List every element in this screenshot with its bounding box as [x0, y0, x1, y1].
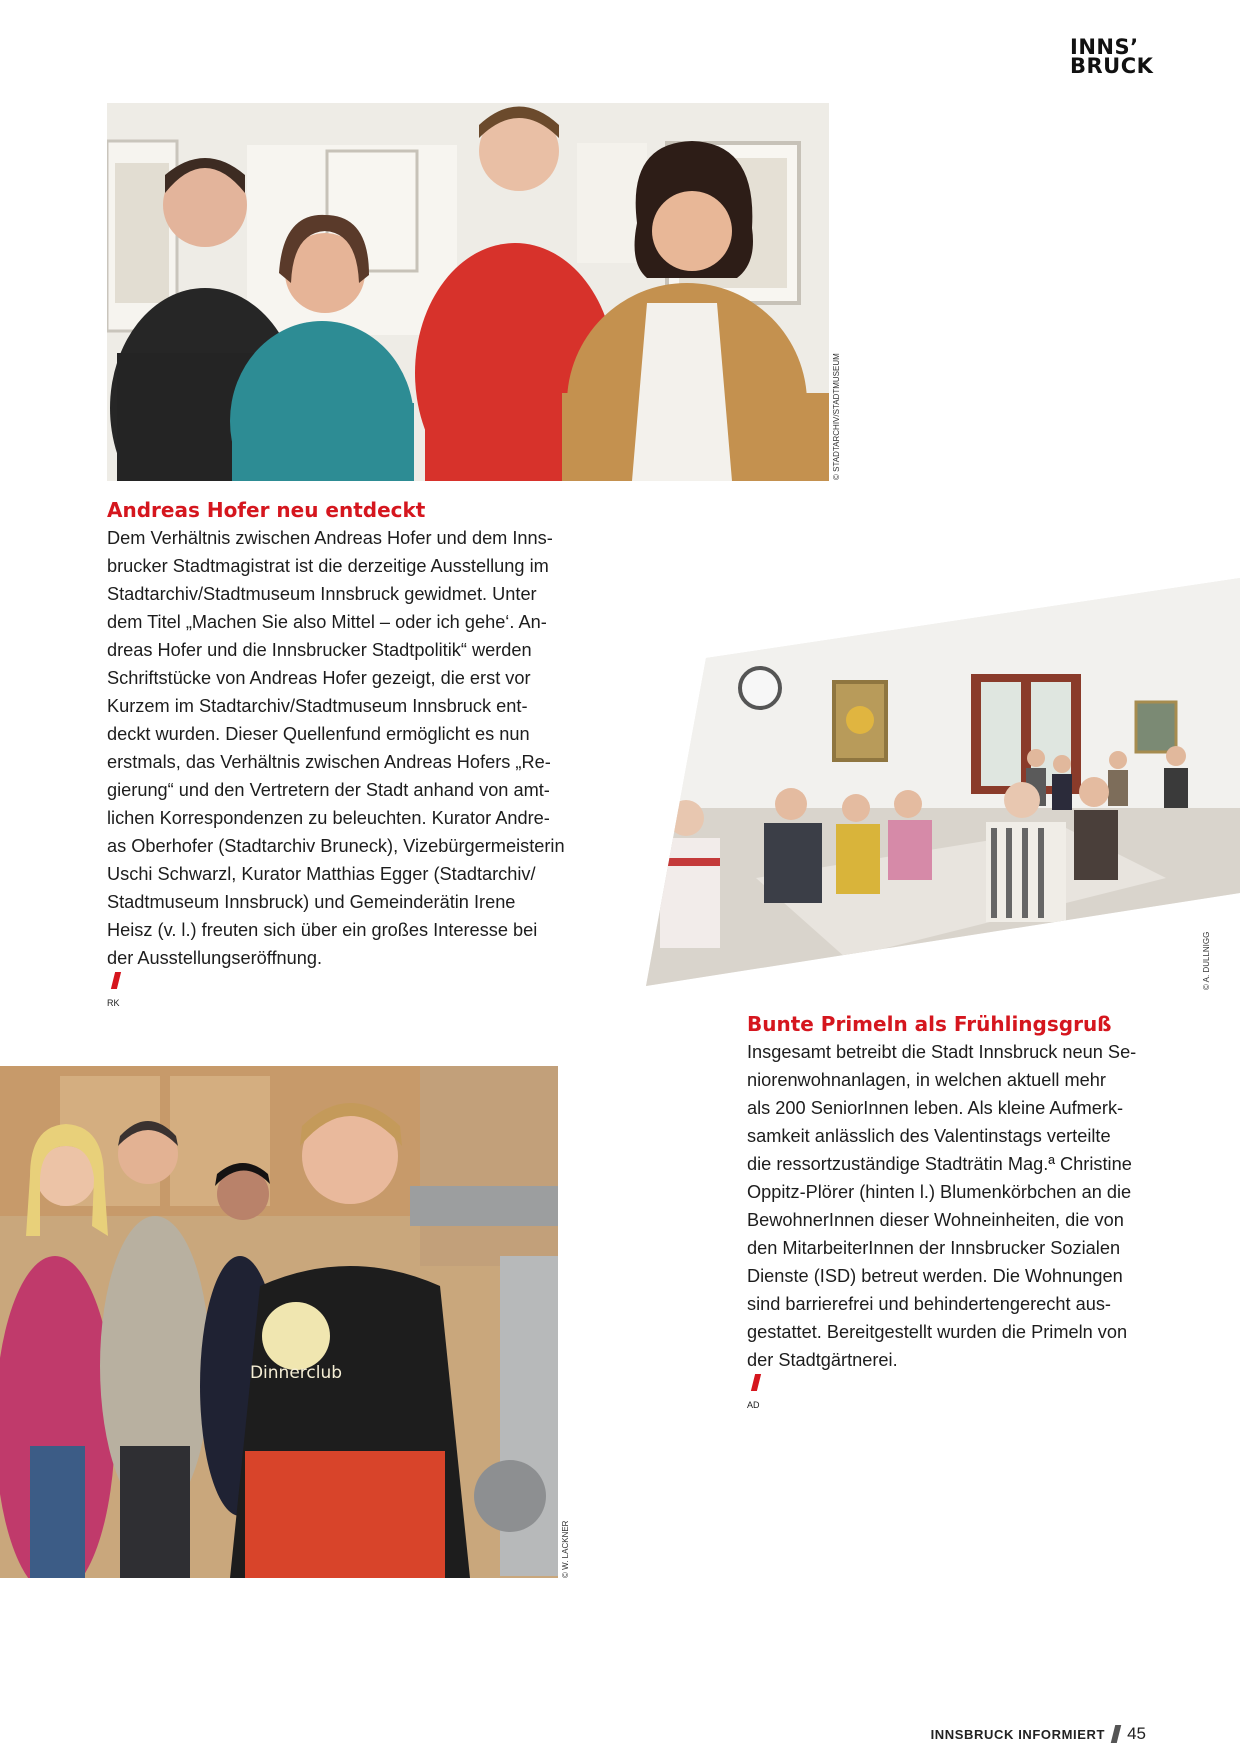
article-hofer-line: erstmals, das Verhältnis zwischen Andreas Hofers „Re-: [107, 752, 551, 772]
article-hofer-line: brucker Stadtmagistrat ist die derzeitige Ausstellung im: [107, 556, 549, 576]
article-primeln-headline: Bunte Primeln als Frühlingsgruß: [747, 1012, 1112, 1036]
article-primeln: [747, 1010, 1187, 1424]
article-primeln-line: die ressortzuständige Stadträtin Mag.ª Christine: [747, 1154, 1132, 1174]
page-footer: [931, 1724, 1146, 1744]
logo-line-2: BRUCK: [1070, 54, 1154, 78]
logo-line-1: INNS’: [1070, 35, 1139, 59]
article-hofer-last-text: der Ausstellungseröffnung.: [107, 948, 323, 968]
photo-credit-stadtarchiv: © STADTARCHIV/STADTMUSEUM: [832, 353, 841, 480]
author-initials: RK: [107, 998, 120, 1008]
article-hofer-line: dem Titel „Machen Sie also Mittel – oder ich gehe‘. An-: [107, 612, 547, 632]
page-number: 45: [1127, 1724, 1146, 1743]
article-primeln-last-line: [747, 1346, 1187, 1424]
photo-exhibition-group: [107, 103, 829, 481]
dinnerclub-shirt-text: Dinnerclub: [249, 1363, 343, 1383]
photo-credit-lackner: © W. LACKNER: [561, 1520, 570, 1578]
article-hofer-line: deckt wurden. Dieser Quellenfund ermöglicht es nun: [107, 724, 530, 744]
article-hofer-line: lichen Korrespondenzen zu beleuchten. Kurator Andre-: [107, 808, 550, 828]
article-hofer-line: Uschi Schwarzl, Kurator Matthias Egger (Stadtarchiv/: [107, 864, 536, 884]
article-primeln-line: samkeit anlässlich des Valentinstags verteilte: [747, 1126, 1111, 1146]
innsbruck-logo: [1070, 35, 1154, 78]
footer-divider-icon: [1111, 1725, 1121, 1743]
article-hofer-line: Schriftstücke von Andreas Hofer gezeigt, die erst vor: [107, 668, 531, 688]
article-hofer-headline: Andreas Hofer neu entdeckt: [107, 498, 426, 522]
article-primeln-line: als 200 SeniorInnen leben. Als kleine Aufmerk-: [747, 1098, 1124, 1118]
photo-credit-dullnigg: © A. DULLNIGG: [1202, 931, 1211, 990]
end-mark-icon: [111, 972, 121, 989]
article-hofer-line: Stadtarchiv/Stadtmuseum Innsbruck gewidmet. Unter: [107, 584, 537, 604]
article-hofer-line: Dem Verhältnis zwischen Andreas Hofer und dem Inns-: [107, 528, 553, 548]
article-hofer-line: dreas Hofer und die Innsbrucker Stadtpolitik“ werden: [107, 640, 532, 660]
article-primeln-line: gestattet. Bereitgestellt wurden die Primeln von: [747, 1322, 1128, 1342]
article-primeln-line: Oppitz-Plörer (hinten l.) Blumenkörbchen an die: [747, 1182, 1132, 1202]
article-hofer: [107, 496, 667, 1022]
article-hofer-line: as Oberhofer (Stadtarchiv Bruneck), Vizebürgermeisterin: [107, 836, 565, 856]
article-primeln-body: [747, 1038, 1187, 1424]
article-primeln-line: BewohnerInnen dieser Wohneinheiten, die von: [747, 1210, 1124, 1230]
article-primeln-line: Insgesamt betreibt die Stadt Innsbruck neun Se-: [747, 1042, 1137, 1062]
article-primeln-line: sind barrierefrei und behindertengerecht aus-: [747, 1294, 1111, 1314]
article-hofer-line: Stadtmuseum Innsbruck) und Gemeinderätin Irene: [107, 892, 516, 912]
photo-seniors-gathering: [646, 578, 1240, 986]
photo-dinnerclub: [0, 1066, 558, 1578]
article-hofer-line: gierung“ und den Vertretern der Stadt anhand von amt-: [107, 780, 550, 800]
publication-name: INNSBRUCK INFORMIERT: [930, 1727, 1106, 1742]
article-primeln-line: Dienste (ISD) betreut werden. Die Wohnungen: [747, 1266, 1123, 1286]
end-mark-icon: [751, 1374, 761, 1391]
article-hofer-last-line: [107, 944, 667, 1022]
article-hofer-body: [107, 524, 667, 1022]
article-primeln-last-text: der Stadtgärtnerei.: [747, 1350, 898, 1370]
article-primeln-line: den MitarbeiterInnen der Innsbrucker Sozialen: [747, 1238, 1121, 1258]
author-initials: AD: [747, 1400, 760, 1410]
article-hofer-line: Heisz (v. l.) freuten sich über ein großes Interesse bei: [107, 920, 538, 940]
article-hofer-line: Kurzem im Stadtarchiv/Stadtmuseum Innsbruck ent-: [107, 696, 528, 716]
article-primeln-line: niorenwohnanlagen, in welchen aktuell mehr: [747, 1070, 1106, 1090]
